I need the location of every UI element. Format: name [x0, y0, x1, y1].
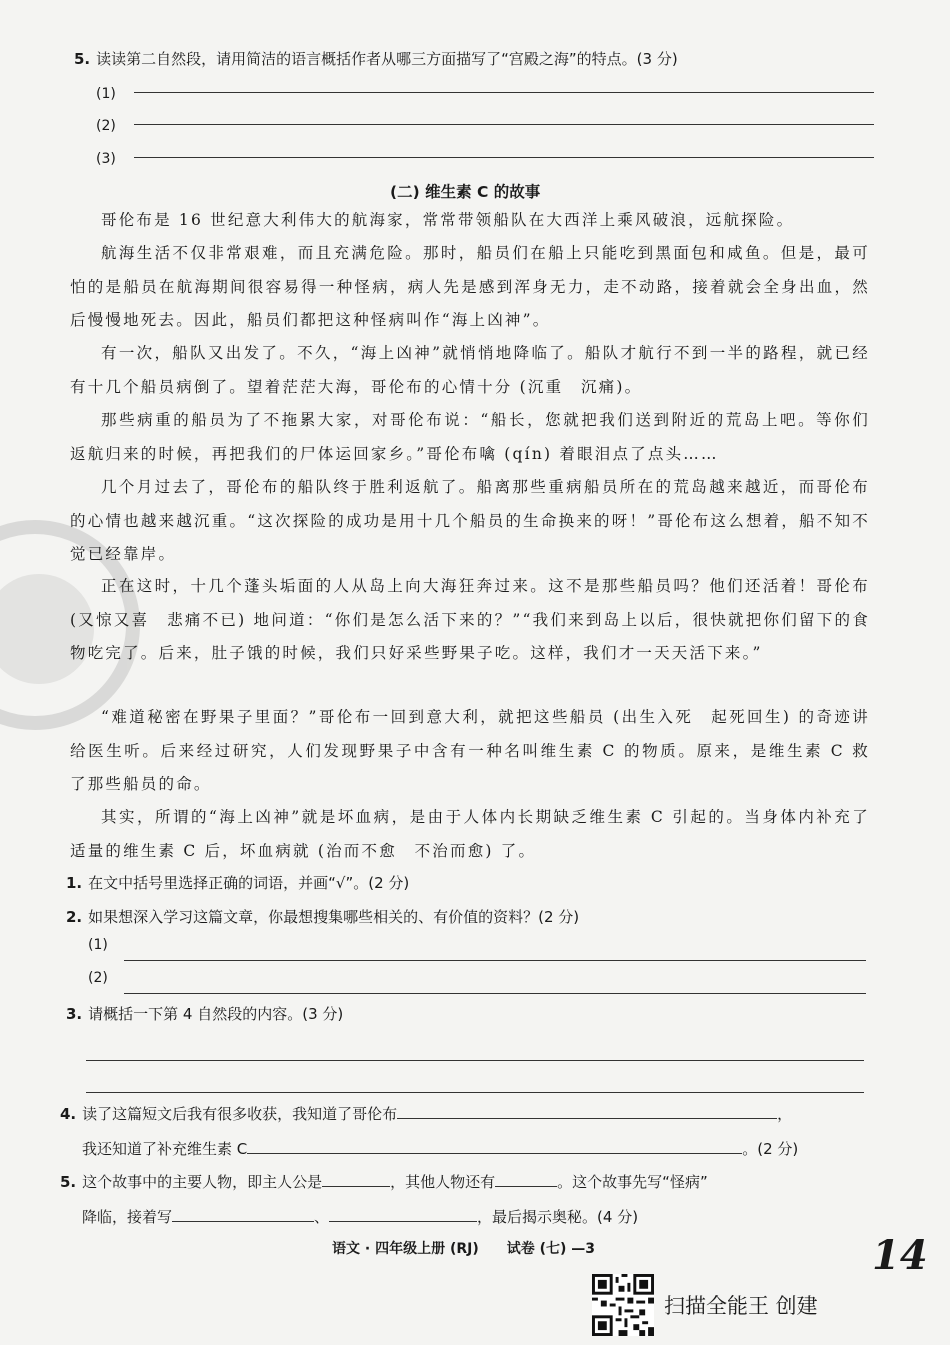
page-footer: 语文 · 四年级上册 (RJ) 试卷 (七) —3: [332, 1241, 596, 1257]
paragraph-8: 其实，所谓的“海上凶神”就是坏血病，是由于人体内长期缺乏维生素 C 引起的。当身体内补充了适量的维生素 C 后，坏血病就 (治而不愈 不治而愈) 了。: [70, 808, 870, 860]
paragraph-4: 那些病重的船员为了不拖累大家，对哥伦布说：“船长，您就把我们送到附近的荒岛上吧。等你们返航归来的时候，再把我们的尸体运回家乡。”哥伦布噙 (qín) 着眼泪点了点头……: [70, 411, 870, 463]
question-1: 1. 在文中括号里选择正确的词语，并画“√”。(2 分): [66, 874, 410, 892]
scanner-watermark-text: 扫描全能王 创建: [664, 1294, 818, 1318]
section-title: (二) 维生素 C 的故事: [390, 183, 541, 201]
question-4: 4. 读了这篇短文后我有很多收获，我知道了哥伦布 ，: [60, 1105, 793, 1123]
q3-answer-line-2[interactable]: [86, 1092, 864, 1093]
qr-code-icon: [592, 1274, 654, 1336]
q4-blank-1[interactable]: [397, 1104, 777, 1119]
answer-line-1[interactable]: [134, 92, 874, 93]
question-5-line-2: 降临，接着写 、 ，最后揭示奥秘。(4 分): [82, 1208, 639, 1226]
paragraph-7: “难道秘密在野果子里面？”哥伦布一回到意大利，就把这些船员 (出生入死 起死回生) 的奇迹讲给医生听。后来经过研究，人们发现野果子中含有一种名叫维生素 C 的物质。原来，是维生素 C 救了那些船员的命。: [70, 708, 870, 793]
q3-answer-line-1[interactable]: [86, 1060, 864, 1061]
q5-blank-3[interactable]: [172, 1207, 314, 1222]
paragraph-2: 航海生活不仅非常艰难，而且充满危险。那时，船员们在船上只能吃到黑面包和咸鱼。但是，最可怕的是船员在航海期间很容易得一种怪病，病人先是感到浑身无力，走不动路，接着就会全身出血，然后慢慢地死去。因此，船员们都把这种怪病叫作“海上凶神”。: [70, 244, 870, 329]
q4-blank-2[interactable]: [247, 1139, 742, 1154]
answer-line-3[interactable]: [134, 157, 874, 158]
q5-blank-others[interactable]: [495, 1172, 557, 1187]
q2-answer-line-2[interactable]: [124, 993, 866, 994]
paragraph-5: 几个月过去了，哥伦布的船队终于胜利返航了。船离那些重病船员所在的荒岛越来越近，而哥伦布的心情也越来越沉重。“这次探险的成功是用十几个船员的生命换来的呀！”哥伦布这么想着，船不知不觉已经靠岸。: [70, 478, 870, 563]
top-question: 5. 读读第二自然段，请用简洁的语言概括作者从哪三方面描写了“宫殿之海”的特点。(3 分): [74, 50, 678, 68]
question-5: 5. 这个故事中的主要人物，即主人公是 ，其他人物还有 。这个故事先写“怪病”: [60, 1173, 708, 1191]
answer-label-2: (2): [96, 118, 116, 134]
q2-label-2: (2): [88, 970, 108, 986]
q5-blank-protagonist[interactable]: [322, 1172, 390, 1187]
q2-label-1: (1): [88, 937, 108, 953]
answer-line-2[interactable]: [134, 124, 874, 125]
paragraph-3: 有一次，船队又出发了。不久，“海上凶神”就悄悄地降临了。船队才航行不到一半的路程，就已经有十几个船员病倒了。望着茫茫大海，哥伦布的心情十分 (沉重 沉痛)。: [70, 344, 870, 396]
q2-answer-line-1[interactable]: [124, 960, 866, 961]
page-number: 14: [872, 1232, 928, 1279]
paragraph-6: 正在这时，十几个蓬头垢面的人从岛上向大海狂奔过来。这不是那些船员吗？他们还活着！哥伦布 (又惊又喜 悲痛不已) 地问道：“你们是怎么活下来的？”“我们来到岛上以后，很快就把你们留下的食物吃完了。后来，肚子饿的时候，我们只好采些野果子吃。这样，我们才一天天活下来。”: [70, 577, 870, 662]
answer-label-1: (1): [96, 86, 116, 102]
question-2: 2. 如果想深入学习这篇文章，你最想搜集哪些相关的、有价值的资料？(2 分): [66, 908, 580, 926]
q5-blank-4[interactable]: [329, 1207, 477, 1222]
answer-label-3: (3): [96, 151, 116, 167]
question-3: 3. 请概括一下第 4 自然段的内容。(3 分): [66, 1005, 344, 1023]
question-4-line-2: 我还知道了补充维生素 C 。(2 分): [82, 1140, 799, 1158]
paragraph-1: 哥伦布是 16 世纪意大利伟大的航海家，常常带领船队在大西洋上乘风破浪，远航探险。: [101, 211, 795, 229]
